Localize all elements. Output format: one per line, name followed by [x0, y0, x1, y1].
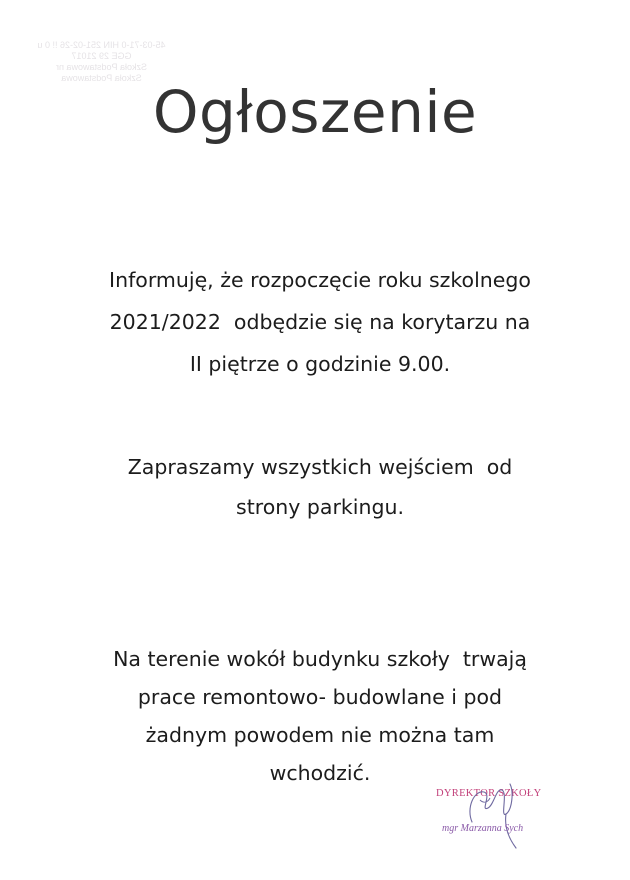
stamp-line: GGE 29 21017 — [71, 51, 132, 61]
stamp-line: Szkoła Podstawowa — [61, 73, 142, 83]
text-line: II piętrze o godzinie 9.00. — [189, 352, 451, 376]
text-line: żadnym powodem nie można tam — [145, 723, 495, 747]
handwritten-signature — [460, 778, 530, 850]
paragraph-construction-warning — [0, 644, 630, 796]
paragraph-start-of-year — [0, 265, 630, 379]
text-line: prace remontowo- budowlane i pod — [137, 685, 503, 709]
page-title: Ogłoszenie — [152, 78, 478, 146]
director-title: DYREKTOR SZKOŁY — [436, 788, 542, 799]
director-signature-stamp — [430, 778, 560, 850]
stamp-line: Szkoła Podstawowa nr — [55, 62, 148, 72]
director-name: mgr Marzanna Sych — [442, 823, 524, 834]
paragraph-invitation — [0, 452, 630, 532]
stamp-line: 45-03-71-0 HIN 251-02-26 !! 0 u — [37, 40, 166, 50]
text-line: Informuję, że rozpoczęcie roku szkolnego — [109, 268, 531, 292]
text-line: strony parkingu. — [236, 495, 404, 519]
text-line: wchodzić. — [269, 761, 371, 785]
text-line: 2021/2022 odbędzie się na korytarzu na — [109, 310, 531, 334]
text-line: Zapraszamy wszystkich wejściem od — [127, 455, 513, 479]
text-line: Na terenie wokół budynku szkoły trwają — [113, 647, 527, 671]
